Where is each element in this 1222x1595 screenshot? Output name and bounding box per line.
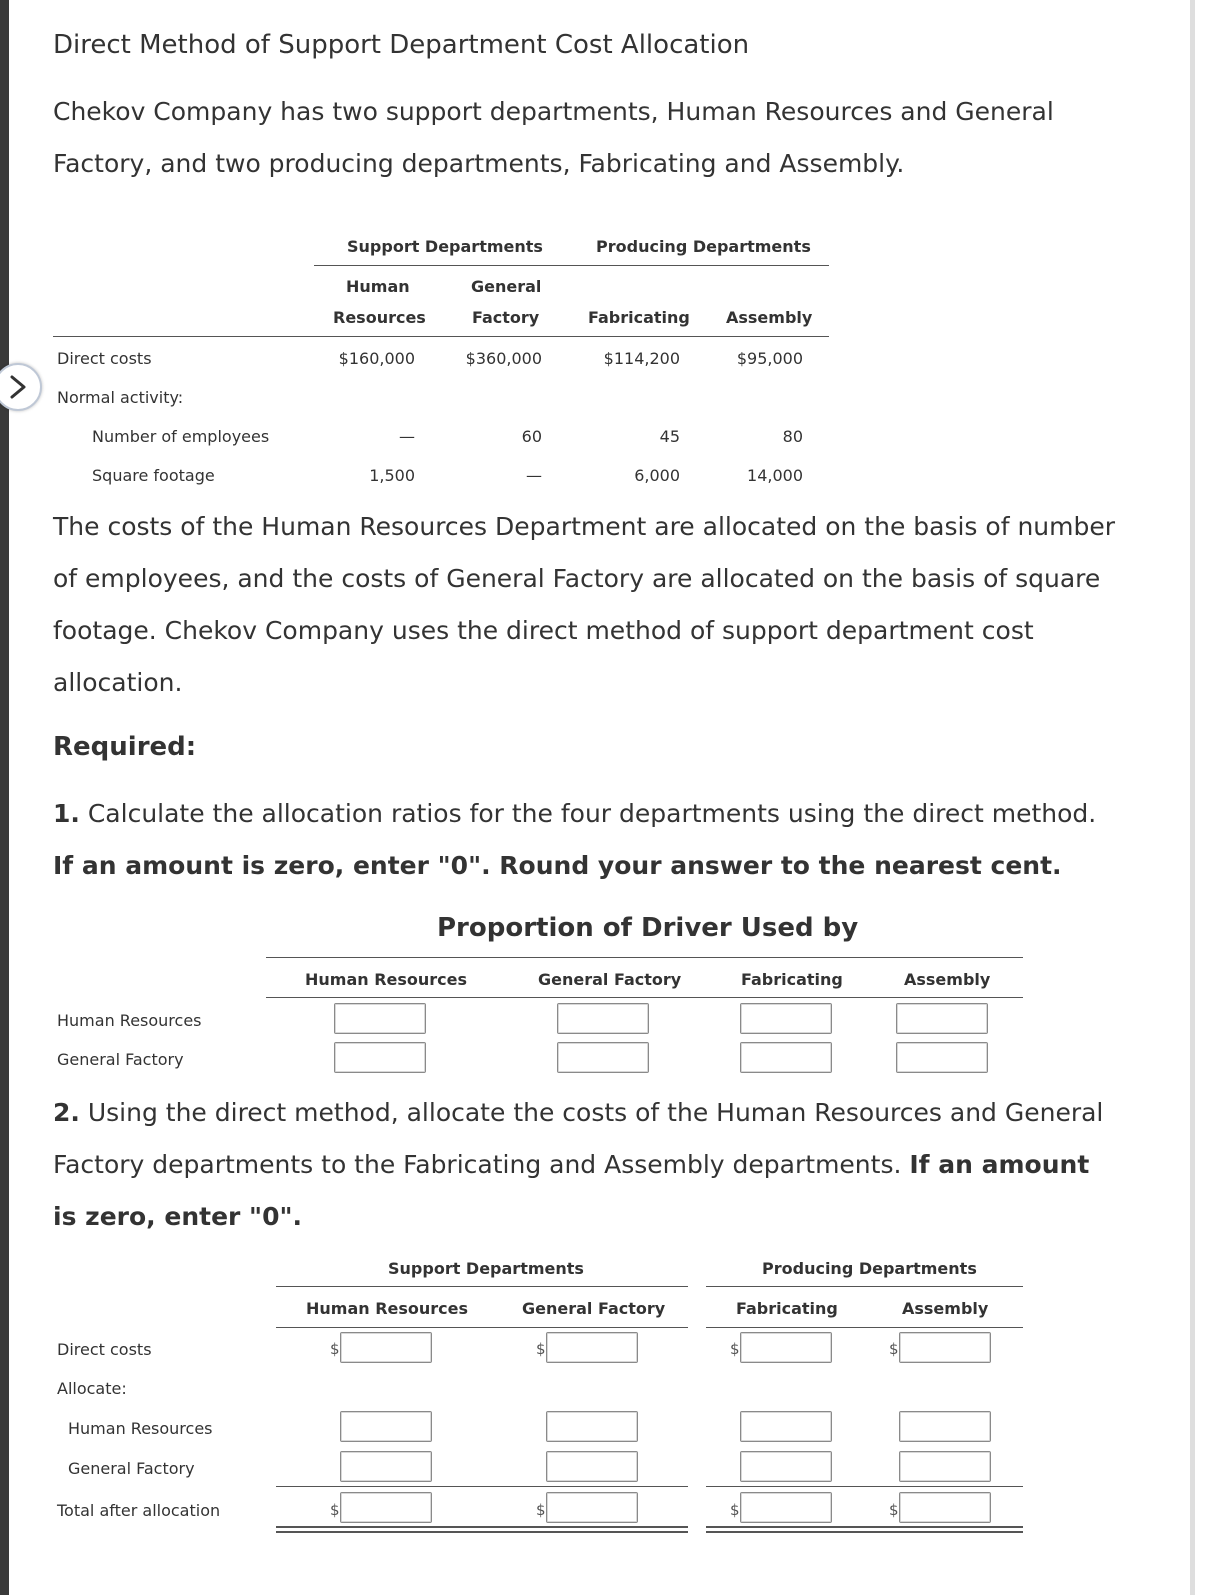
row-label-square-footage: Square footage (92, 466, 215, 485)
ratio-col-asm: Assembly (904, 970, 991, 989)
alloc-support-rule (276, 1286, 688, 1287)
alloc-gf-hr-input[interactable] (340, 1451, 432, 1482)
alloc-producing-rule (706, 1286, 1023, 1287)
question-1-text (53, 787, 1096, 840)
square-footage-fab: 6,000 (634, 466, 680, 485)
alloc-producing-header: Producing Departments (762, 1259, 977, 1278)
employees-hr: — (399, 427, 415, 446)
alloc-total-asm-input[interactable] (899, 1492, 991, 1523)
right-edge-border (1190, 0, 1195, 1595)
alloc-direct-hr-input[interactable] (340, 1332, 432, 1363)
alloc-row-label-gf: General Factory (68, 1459, 195, 1478)
currency-symbol: $ (536, 1501, 546, 1519)
alloc-row-label-direct-costs: Direct costs (57, 1340, 152, 1359)
employees-gf: 60 (521, 427, 542, 446)
question-1-bold-instruction: If an amount is zero, enter "0". Round your answer to the nearest cent. (53, 851, 1062, 880)
currency-symbol: $ (330, 1501, 340, 1519)
ratio-table-title: Proportion of Driver Used by (437, 913, 859, 943)
ratio-col-hr: Human Resources (305, 970, 468, 989)
employees-fab: 45 (659, 427, 680, 446)
ratio-row-label-gf: General Factory (57, 1050, 184, 1069)
ratio-row-label-hr: Human Resources (57, 1011, 202, 1030)
intro-line-2: Factory, and two producing departments, Fabricating and Assembly. (53, 149, 905, 178)
alloc-total-double-rule-support (276, 1526, 688, 1533)
square-footage-hr: 1,500 (369, 466, 415, 485)
col-header-hr-line1: Human (346, 277, 410, 296)
group-header-rule (314, 265, 829, 266)
alloc-row-label-total: Total after allocation (57, 1501, 221, 1520)
row-label-employees: Number of employees (92, 427, 270, 446)
question-2-line-3: is zero, enter "0". (53, 1202, 302, 1231)
intro-line-1: Chekov Company has two support departments, Human Resources and General (53, 97, 1054, 126)
producing-departments-header: Producing Departments (596, 237, 811, 256)
alloc-subtotal-rule-producing (706, 1486, 1023, 1487)
description-line-3: footage. Chekov Company uses the direct method of support department cost (53, 616, 1034, 645)
alloc-row-label-allocate: Allocate: (57, 1379, 127, 1398)
direct-costs-hr: $160,000 (338, 349, 415, 368)
alloc-hr-gf-input[interactable] (546, 1411, 638, 1442)
col-header-gf-line2: Factory (472, 308, 540, 327)
ratio-input-gf-fab[interactable] (740, 1042, 832, 1073)
alloc-total-double-rule-producing (706, 1526, 1023, 1533)
alloc-direct-gf-input[interactable] (546, 1332, 638, 1363)
question-2-number: 2. (53, 1098, 80, 1127)
currency-symbol: $ (889, 1340, 899, 1358)
employees-asm: 80 (782, 427, 803, 446)
alloc-hr-asm-input[interactable] (899, 1411, 991, 1442)
col-header-assembly: Assembly (726, 308, 813, 327)
ratio-input-hr-gf[interactable] (557, 1003, 649, 1034)
alloc-total-gf-input[interactable] (546, 1492, 638, 1523)
alloc-gf-fab-input[interactable] (740, 1451, 832, 1482)
ratio-title-rule (266, 957, 1023, 958)
question-1-instruction: Calculate the allocation ratios for the four departments using the direct method. (79, 799, 1097, 828)
currency-symbol: $ (889, 1501, 899, 1519)
ratio-input-hr-hr[interactable] (334, 1003, 426, 1034)
alloc-gf-gf-input[interactable] (546, 1451, 638, 1482)
ratio-input-hr-asm[interactable] (896, 1003, 988, 1034)
square-footage-asm: 14,000 (747, 466, 803, 485)
alloc-col-hr: Human Resources (306, 1299, 469, 1318)
alloc-total-fab-input[interactable] (740, 1492, 832, 1523)
question-2-instruction: Using the direct method, allocate the costs of the Human Resources and General (79, 1098, 1104, 1127)
alloc-direct-fab-input[interactable] (740, 1332, 832, 1363)
currency-symbol: $ (536, 1340, 546, 1358)
direct-costs-gf: $360,000 (465, 349, 542, 368)
chevron-right-icon (4, 373, 32, 401)
ratio-input-gf-asm[interactable] (896, 1042, 988, 1073)
ratio-header-rule (266, 997, 1023, 998)
ratio-col-gf: General Factory (538, 970, 682, 989)
currency-symbol: $ (730, 1340, 740, 1358)
alloc-col-gf: General Factory (522, 1299, 666, 1318)
alloc-support-header: Support Departments (388, 1259, 584, 1278)
required-heading: Required: (53, 732, 197, 762)
currency-symbol: $ (330, 1340, 340, 1358)
alloc-header-rule-producing (706, 1327, 1023, 1328)
ratio-input-hr-fab[interactable] (740, 1003, 832, 1034)
direct-costs-asm: $95,000 (736, 349, 803, 368)
currency-symbol: $ (730, 1501, 740, 1519)
ratio-input-gf-gf[interactable] (557, 1042, 649, 1073)
alloc-row-label-hr: Human Resources (68, 1419, 213, 1438)
description-line-1: The costs of the Human Resources Department are allocated on the basis of number (53, 512, 1116, 541)
alloc-hr-hr-input[interactable] (340, 1411, 432, 1442)
alloc-direct-asm-input[interactable] (899, 1332, 991, 1363)
col-header-gf-line1: General (471, 277, 542, 296)
expand-nav-button[interactable] (0, 363, 42, 411)
alloc-hr-fab-input[interactable] (740, 1411, 832, 1442)
alloc-subtotal-rule-support (276, 1486, 688, 1487)
description-line-4: allocation. (53, 668, 183, 697)
alloc-col-fab: Fabricating (736, 1299, 838, 1318)
row-label-direct-costs: Direct costs (57, 349, 152, 368)
col-header-fabricating: Fabricating (588, 308, 690, 327)
ratio-input-gf-hr[interactable] (334, 1042, 426, 1073)
description-line-2: of employees, and the costs of General Factory are allocated on the basis of square (53, 564, 1101, 593)
square-footage-gf: — (526, 466, 542, 485)
col-header-hr-line2: Resources (333, 308, 426, 327)
alloc-header-rule-support (276, 1327, 688, 1328)
support-departments-header: Support Departments (347, 237, 543, 256)
question-1-number: 1. (53, 799, 80, 828)
alloc-total-hr-input[interactable] (340, 1492, 432, 1523)
question-2-line-1 (53, 1086, 1103, 1139)
alloc-gf-asm-input[interactable] (899, 1451, 991, 1482)
question-2-instruction-cont: Factory departments to the Fabricating and Assembly departments. (53, 1150, 910, 1179)
question-2-line-2 (53, 1138, 1089, 1191)
direct-costs-fab: $114,200 (603, 349, 680, 368)
question-2-bold-start: If an amount (909, 1150, 1090, 1179)
alloc-col-asm: Assembly (902, 1299, 989, 1318)
row-label-normal-activity: Normal activity: (57, 388, 184, 407)
page-title: Direct Method of Support Department Cost Allocation (53, 30, 750, 60)
column-header-rule (53, 336, 829, 337)
ratio-col-fab: Fabricating (741, 970, 843, 989)
left-edge-bar (0, 0, 9, 1595)
